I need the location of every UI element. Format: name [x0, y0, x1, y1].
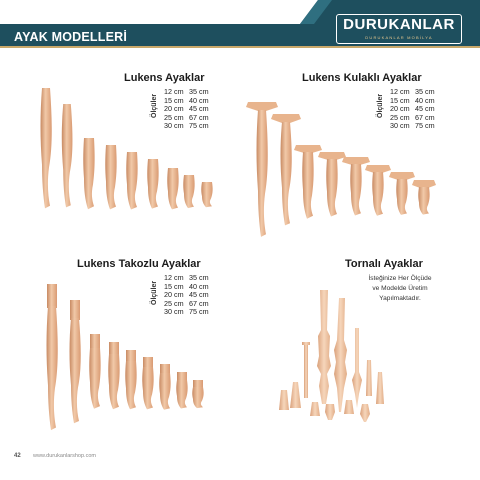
- size-value: 40 cm: [415, 95, 435, 105]
- lukens-leg: [201, 182, 212, 207]
- size-value: 25 cm: [164, 112, 184, 122]
- size-value: 75 cm: [189, 307, 209, 317]
- logo-tagline: DURUKANLAR MOBİLYA: [365, 35, 433, 40]
- size-value: 12 cm: [390, 87, 410, 96]
- size-value: 20 cm: [390, 104, 410, 114]
- tornali-leg-group: [279, 290, 384, 422]
- size-value: 67 cm: [189, 298, 209, 308]
- lukens-leg: [183, 175, 194, 208]
- takozlu-leg: [108, 342, 119, 409]
- kulakli-leg: [365, 165, 391, 216]
- section-title-tornali: Tornalı Ayaklar: [345, 258, 423, 270]
- size-value: 30 cm: [164, 121, 184, 131]
- website-link[interactable]: www.durukanlarshop.com: [33, 453, 96, 459]
- takozlu-leg: [159, 364, 170, 410]
- size-value: 67 cm: [189, 112, 209, 122]
- size-value: 35 cm: [189, 273, 209, 282]
- note-line: ve Modelde Üretim: [372, 285, 428, 293]
- measure-label-lukens: Ölçüler: [151, 93, 158, 118]
- logo-name: DURUKANLAR: [343, 16, 455, 33]
- size-value: 30 cm: [164, 307, 184, 317]
- measure-label-takozlu: Ölçüler: [151, 280, 158, 305]
- takozlu-leg-group: [47, 281, 204, 430]
- tornali-leg: [360, 404, 370, 422]
- size-value: 75 cm: [189, 121, 209, 131]
- page-heading: AYAK MODELLERİ: [14, 30, 128, 44]
- takozlu-leg: [176, 372, 187, 409]
- kulakli-leg: [271, 114, 301, 225]
- tornali-leg: [352, 328, 362, 408]
- takozlu-leg: [192, 380, 203, 408]
- tornali-leg: [317, 290, 331, 404]
- kulakli-leg: [318, 152, 346, 217]
- page-number: 42: [14, 453, 21, 459]
- size-value: 15 cm: [390, 95, 410, 105]
- kulakli-leg-group: [246, 102, 436, 237]
- size-value: 35 cm: [189, 87, 209, 96]
- lukens-leg: [126, 152, 137, 210]
- lukens-leg-group: [41, 88, 213, 210]
- section-title-lukens: Lukens Ayaklar: [124, 72, 205, 84]
- size-value: 20 cm: [164, 290, 184, 300]
- size-value: 15 cm: [164, 281, 184, 291]
- size-value: 35 cm: [415, 87, 435, 96]
- kulakli-leg: [412, 180, 436, 215]
- size-value: 25 cm: [164, 298, 184, 308]
- tornali-leg: [279, 390, 289, 410]
- lukens-leg: [105, 145, 116, 209]
- lukens-leg: [62, 104, 73, 207]
- size-value: 30 cm: [390, 121, 410, 131]
- size-value: 12 cm: [164, 87, 184, 96]
- size-value: 67 cm: [415, 112, 435, 122]
- size-value: 45 cm: [189, 104, 209, 114]
- measure-label-kulakli: Ölçüler: [377, 93, 384, 118]
- tornali-leg: [344, 400, 354, 414]
- size-value: 20 cm: [164, 104, 184, 114]
- tornali-leg: [290, 382, 301, 408]
- size-value: 15 cm: [164, 95, 184, 105]
- size-value: 12 cm: [164, 273, 184, 282]
- takozlu-leg: [70, 300, 81, 423]
- kulakli-leg: [342, 157, 370, 216]
- lukens-leg: [41, 88, 52, 208]
- section-title-takozlu: Lukens Takozlu Ayaklar: [77, 258, 201, 270]
- note-line: Yapılmaktadır.: [379, 295, 421, 303]
- section-title-kulakli: Lukens Kulaklı Ayaklar: [302, 72, 422, 84]
- kulakli-leg: [294, 145, 322, 219]
- note-line: İsteğinize Her Ölçüde: [368, 275, 432, 282]
- takozlu-leg: [125, 350, 136, 409]
- size-value: 75 cm: [415, 121, 435, 131]
- size-value: 25 cm: [390, 112, 410, 122]
- tornali-leg: [334, 298, 347, 412]
- takozlu-leg: [47, 284, 58, 430]
- size-value: 40 cm: [189, 281, 209, 291]
- kulakli-leg: [246, 102, 278, 237]
- size-value: 45 cm: [415, 104, 435, 114]
- tornali-leg: [366, 360, 372, 396]
- lukens-leg: [167, 168, 178, 209]
- size-value: 40 cm: [189, 95, 209, 105]
- takozlu-leg: [89, 334, 100, 409]
- size-value: 45 cm: [189, 290, 209, 300]
- takozlu-leg: [142, 357, 153, 409]
- lukens-leg: [83, 138, 94, 209]
- tornali-leg: [325, 404, 335, 420]
- tornali-leg: [376, 372, 384, 404]
- tornali-leg: [302, 342, 310, 398]
- lukens-leg: [147, 159, 158, 209]
- kulakli-leg: [389, 172, 415, 215]
- tornali-leg: [310, 402, 320, 416]
